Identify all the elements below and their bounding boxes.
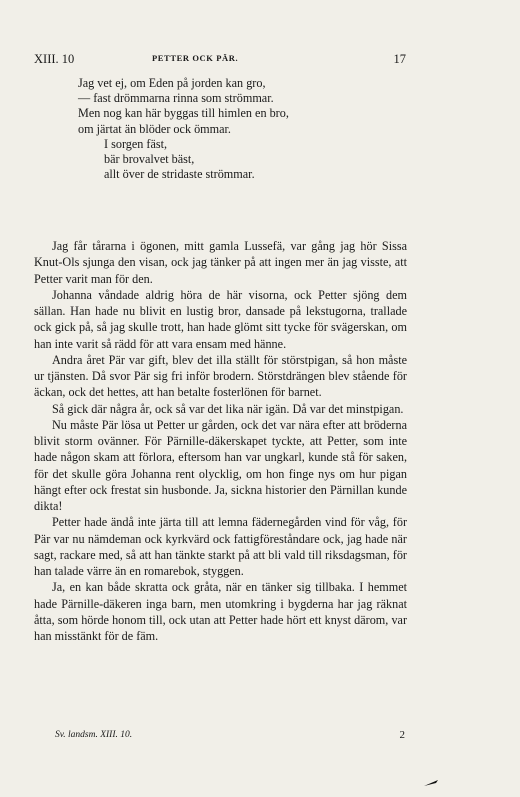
running-title: PETTER OCK PÄR. xyxy=(152,53,239,63)
poem-line: om järtat än blöder ock ömmar. xyxy=(78,121,231,136)
poem-line: bär brovalvet bäst, xyxy=(104,152,195,167)
page-number: 17 xyxy=(393,52,406,66)
printer-signature: Sv. landsm. XIII. 10. xyxy=(55,730,133,740)
paragraph: Jag får tårarna i ögonen, mitt gamla Lussefä, var gång jag hör Sissa Knut-Ols sjunga den visan, ock jag tänker på att ingen mer än jag visste, att Petter varit man för den. xyxy=(34,239,407,286)
body-text xyxy=(34,238,407,644)
poem-stanza xyxy=(78,76,408,182)
poem-line: allt över de stridaste strömmar. xyxy=(104,167,255,182)
poem-line: Men nog kan här byggas till himlen en bro, xyxy=(78,106,289,121)
section-number: XIII. 10 xyxy=(34,52,75,66)
sheet-number: 2 xyxy=(399,729,405,741)
poem-line: — fast drömmarna rinna som strömmar. xyxy=(78,91,274,106)
ink-mark-icon xyxy=(424,780,438,786)
paragraph: Så gick där några år, ock så var det lika när igän. Då var det minstpigan. xyxy=(52,401,404,416)
poem-line: Jag vet ej, om Eden på jorden kan gro, xyxy=(78,76,266,90)
paragraph: Johanna våndade aldrig höra de här visorna, ock Petter sjöng dem sällan. Han hade nu blivit en lustig bror, dansade på lekstugorna, trallade ock gick på, så jag skulle trott, han hade glömt sitt tycke för svägerskan, om han inte varit så rädd för att vara ensam med hänne. xyxy=(34,287,407,351)
paragraph: Nu måste Pär lösa ut Petter ur gården, ock det var nära efter att bröderna blivit storm ovänner. För Pärnille-däkerskapet tyckte, att Petter, som inte hade någon skam att förlora, eftersom han var ungkarl, kunde stå för saken, för det skulle göra Johanna rent olycklig, om hon finge nys om hur pigan hängt efter ock frestat sin husbonde. Ja, sickna historier den Pärnillan kunde dikta! xyxy=(34,417,407,513)
paragraph: Ja, en kan både skratta ock gråta, när en tänker sig tillbaka. I hemmet hade Pärnille-däkeren inga barn, men utomkring i bygderna har jag räknat åtta, som hörde honom till, ock utan att Petter hade hört ett knyst därom, var han misstänkt för de fäm. xyxy=(34,580,407,643)
paragraph: Petter hade ändå inte järta till att lemna fädernegården vind för våg, för Pär var nu nämdeman ock kyrkvärd ock fattigföreståndare ock, jag hade när sagt, rackare med, så att han tänkte starkt på att bli vald till riksdagsman, för han talade värre än en romarebok, styggen. xyxy=(34,515,407,578)
page-footer xyxy=(55,730,405,746)
page-header xyxy=(34,52,406,68)
poem-line: I sorgen fäst, xyxy=(104,136,168,151)
paragraph: Andra året Pär var gift, blev det illa ställt för störstpigan, så hon måste ur tjänsten. Då svor Pär sig fri inför brodern. Störstdrängen blev stående för äckan, ock det hettes, att han betalte fosterlönen för barnet. xyxy=(34,352,407,400)
